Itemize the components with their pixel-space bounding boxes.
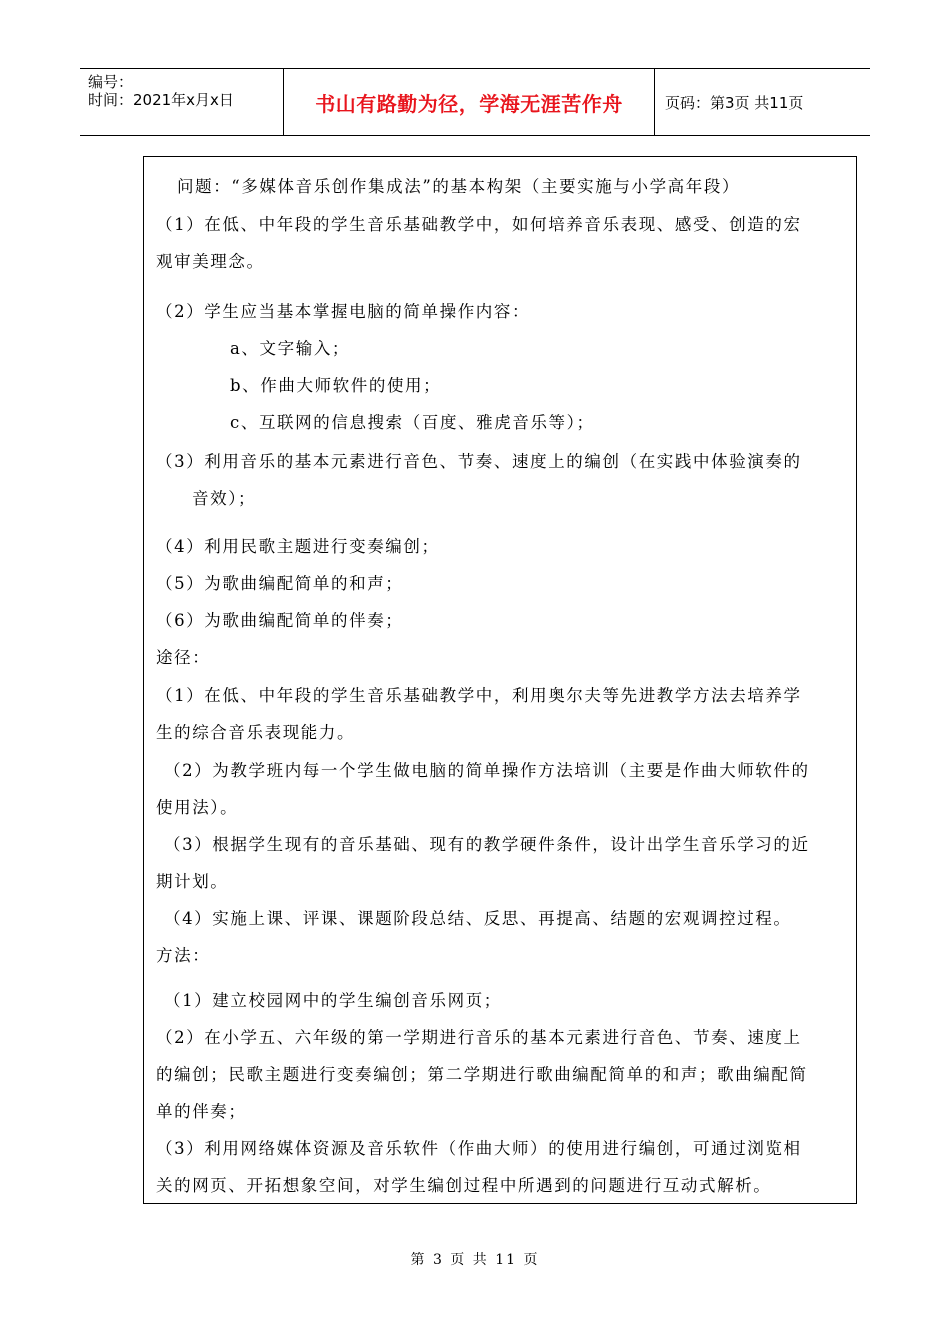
motto: 书山有路勤为径，学海无涯苦作舟 — [315, 91, 623, 116]
text-line: b、作曲大师软件的使用； — [230, 376, 442, 395]
page-footer: 第 3 页 共 11 页 — [410, 1252, 540, 1268]
text-line: c、互联网的信息搜索（百度、雅虎音乐等）； — [230, 413, 595, 432]
text-line: 期计划。 — [156, 872, 229, 891]
text-line: （1）在低、中年段的学生音乐基础教学中，利用奥尔夫等先进教学方法去培养学 — [156, 686, 802, 705]
text-line: 使用法）。 — [156, 798, 239, 817]
text-line: （2）在小学五、六年级的第一学期进行音乐的基本元素进行音色、节奏、速度上 — [156, 1028, 802, 1047]
text-line: a、文字输入； — [230, 339, 351, 358]
header-motto-cell — [283, 69, 655, 135]
text-line: 单的伴奏； — [156, 1102, 247, 1121]
text-line: （4）利用民歌主题进行变奏编创； — [156, 537, 440, 556]
text-line: （3）利用音乐的基本元素进行音色、节奏、速度上的编创（在实践中体验演奏的 — [156, 452, 802, 471]
section-heading: 途径： — [156, 648, 211, 667]
text-line: （5）为歌曲编配简单的和声； — [156, 574, 404, 593]
text-line: 关的网页、开拓想象空间，对学生编创过程中所遇到的问题进行互动式解析。 — [156, 1176, 772, 1195]
text-line: （3）利用网络媒体资源及音乐软件（作曲大师）的使用进行编创，可通过浏览相 — [156, 1139, 802, 1158]
text-line: 生的综合音乐表现能力。 — [156, 723, 356, 742]
text-line: （2）为教学班内每一个学生做电脑的简单操作方法培训（主要是作曲大师软件的 — [164, 761, 810, 780]
text-line: 的编创；民歌主题进行变奏编创；第二学期进行歌曲编配简单的和声；歌曲编配简 — [156, 1065, 808, 1084]
number-label: 编号： — [88, 73, 134, 91]
text-line: 音效）； — [192, 489, 257, 508]
text-line: （4）实施上课、评课、课题阶段总结、反思、再提高、结题的宏观调控过程。 — [164, 909, 792, 928]
header-meta — [80, 69, 283, 135]
text-line: （1）在低、中年段的学生音乐基础教学中，如何培养音乐表现、感受、创造的宏 — [156, 215, 802, 234]
text-line: （6）为歌曲编配简单的伴奏； — [156, 611, 404, 630]
content-box — [143, 156, 857, 1204]
text-line: （2）学生应当基本掌握电脑的简单操作内容： — [156, 302, 531, 321]
text-line: 观审美理念。 — [156, 252, 265, 271]
text-line: （1）建立校园网中的学生编创音乐网页； — [164, 991, 502, 1010]
header-table — [80, 68, 870, 136]
text-line: 问题：“多媒体音乐创作集成法”的基本构架（主要实施与小学高年段） — [177, 177, 741, 196]
text-line: （3）根据学生现有的音乐基础、现有的教学硬件条件，设计出学生音乐学习的近 — [164, 835, 810, 854]
section-heading: 方法： — [156, 946, 211, 965]
page-info: 页码：第3页 共11页 — [665, 93, 804, 112]
time-label: 时间：2021年x月x日 — [88, 91, 234, 109]
